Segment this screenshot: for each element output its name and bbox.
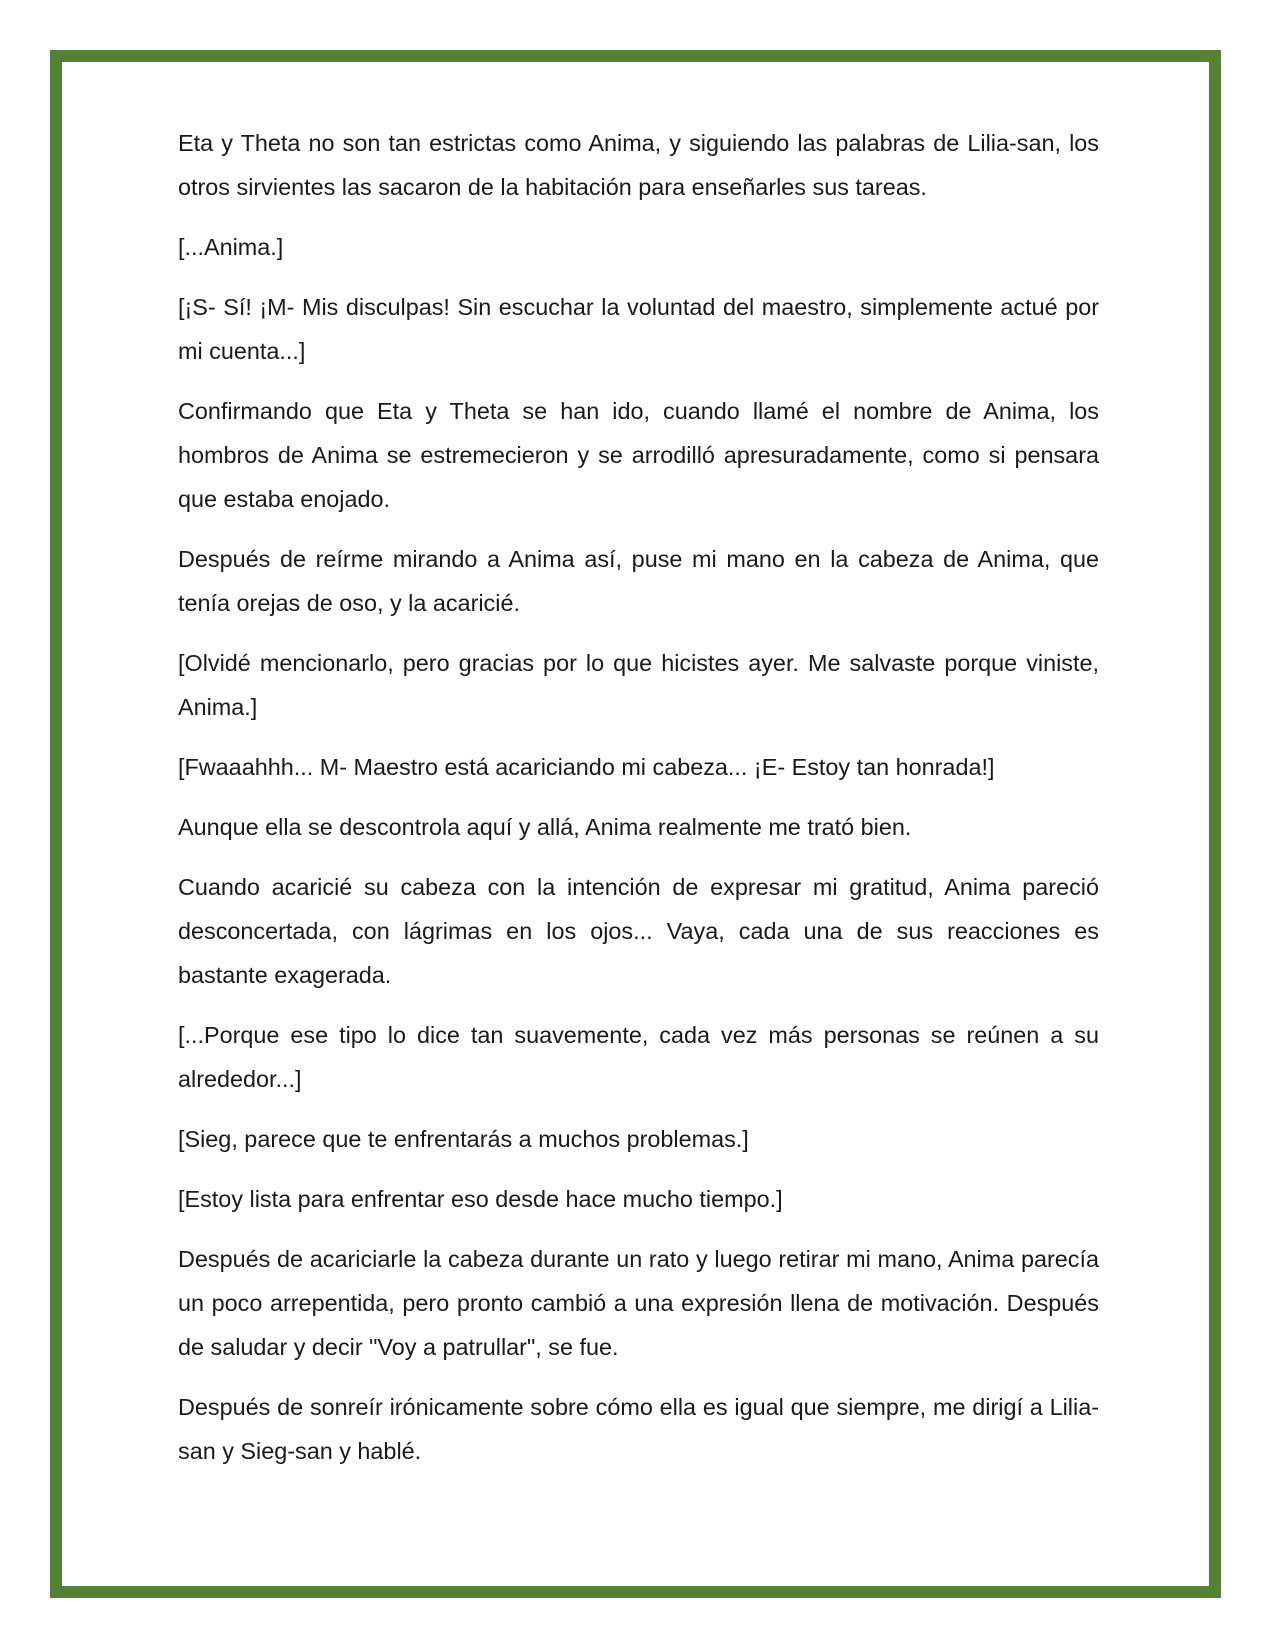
paragraph: [Sieg, parece que te enfrentarás a muchos problemas.] <box>178 1126 749 1152</box>
paragraph: [...Porque ese tipo lo dice tan suavemente, cada vez más personas se reúnen a su alrededor...] <box>178 1022 1099 1092</box>
document-body <box>178 121 1099 1489</box>
paragraph: [Estoy lista para enfrentar eso desde hace mucho tiempo.] <box>178 1186 783 1212</box>
paragraph: [¡S- Sí! ¡M- Mis disculpas! Sin escuchar la voluntad del maestro, simplemente actué por mi cuenta...] <box>178 294 1099 364</box>
paragraph: Después de acariciarle la cabeza durante un rato y luego retirar mi mano, Anima parecía un poco arrepentida, pero pronto cambió a una expresión llena de motivación. Después de saludar y decir "Voy a patrullar", se fue. <box>178 1246 1099 1360</box>
paragraph: [...Anima.] <box>178 234 284 260</box>
paragraph: Cuando acaricié su cabeza con la intención de expresar mi gratitud, Anima pareció desconcertada, con lágrimas en los ojos... Vaya, cada una de sus reacciones es bastante exagerada. <box>178 874 1099 988</box>
paragraph: Aunque ella se descontrola aquí y allá, Anima realmente me trató bien. <box>178 814 912 840</box>
paragraph: Después de reírme mirando a Anima así, puse mi mano en la cabeza de Anima, que tenía orejas de oso, y la acaricié. <box>178 546 1099 616</box>
paragraph: Confirmando que Eta y Theta se han ido, cuando llamé el nombre de Anima, los hombros de Anima se estremecieron y se arrodilló apresuradamente, como si pensara que estaba enojado. <box>178 398 1099 512</box>
paragraph: Eta y Theta no son tan estrictas como Anima, y siguiendo las palabras de Lilia-san, los otros sirvientes las sacaron de la habitación para enseñarles sus tareas. <box>178 130 1099 200</box>
paragraph: Después de sonreír irónicamente sobre cómo ella es igual que siempre, me dirigí a Lilia-san y Sieg-san y hablé. <box>178 1394 1099 1464</box>
paragraph: [Olvidé mencionarlo, pero gracias por lo que hicistes ayer. Me salvaste porque viniste, Anima.] <box>178 650 1099 720</box>
paragraph: [Fwaaahhh... M- Maestro está acariciando mi cabeza... ¡E- Estoy tan honrada!] <box>178 754 995 780</box>
